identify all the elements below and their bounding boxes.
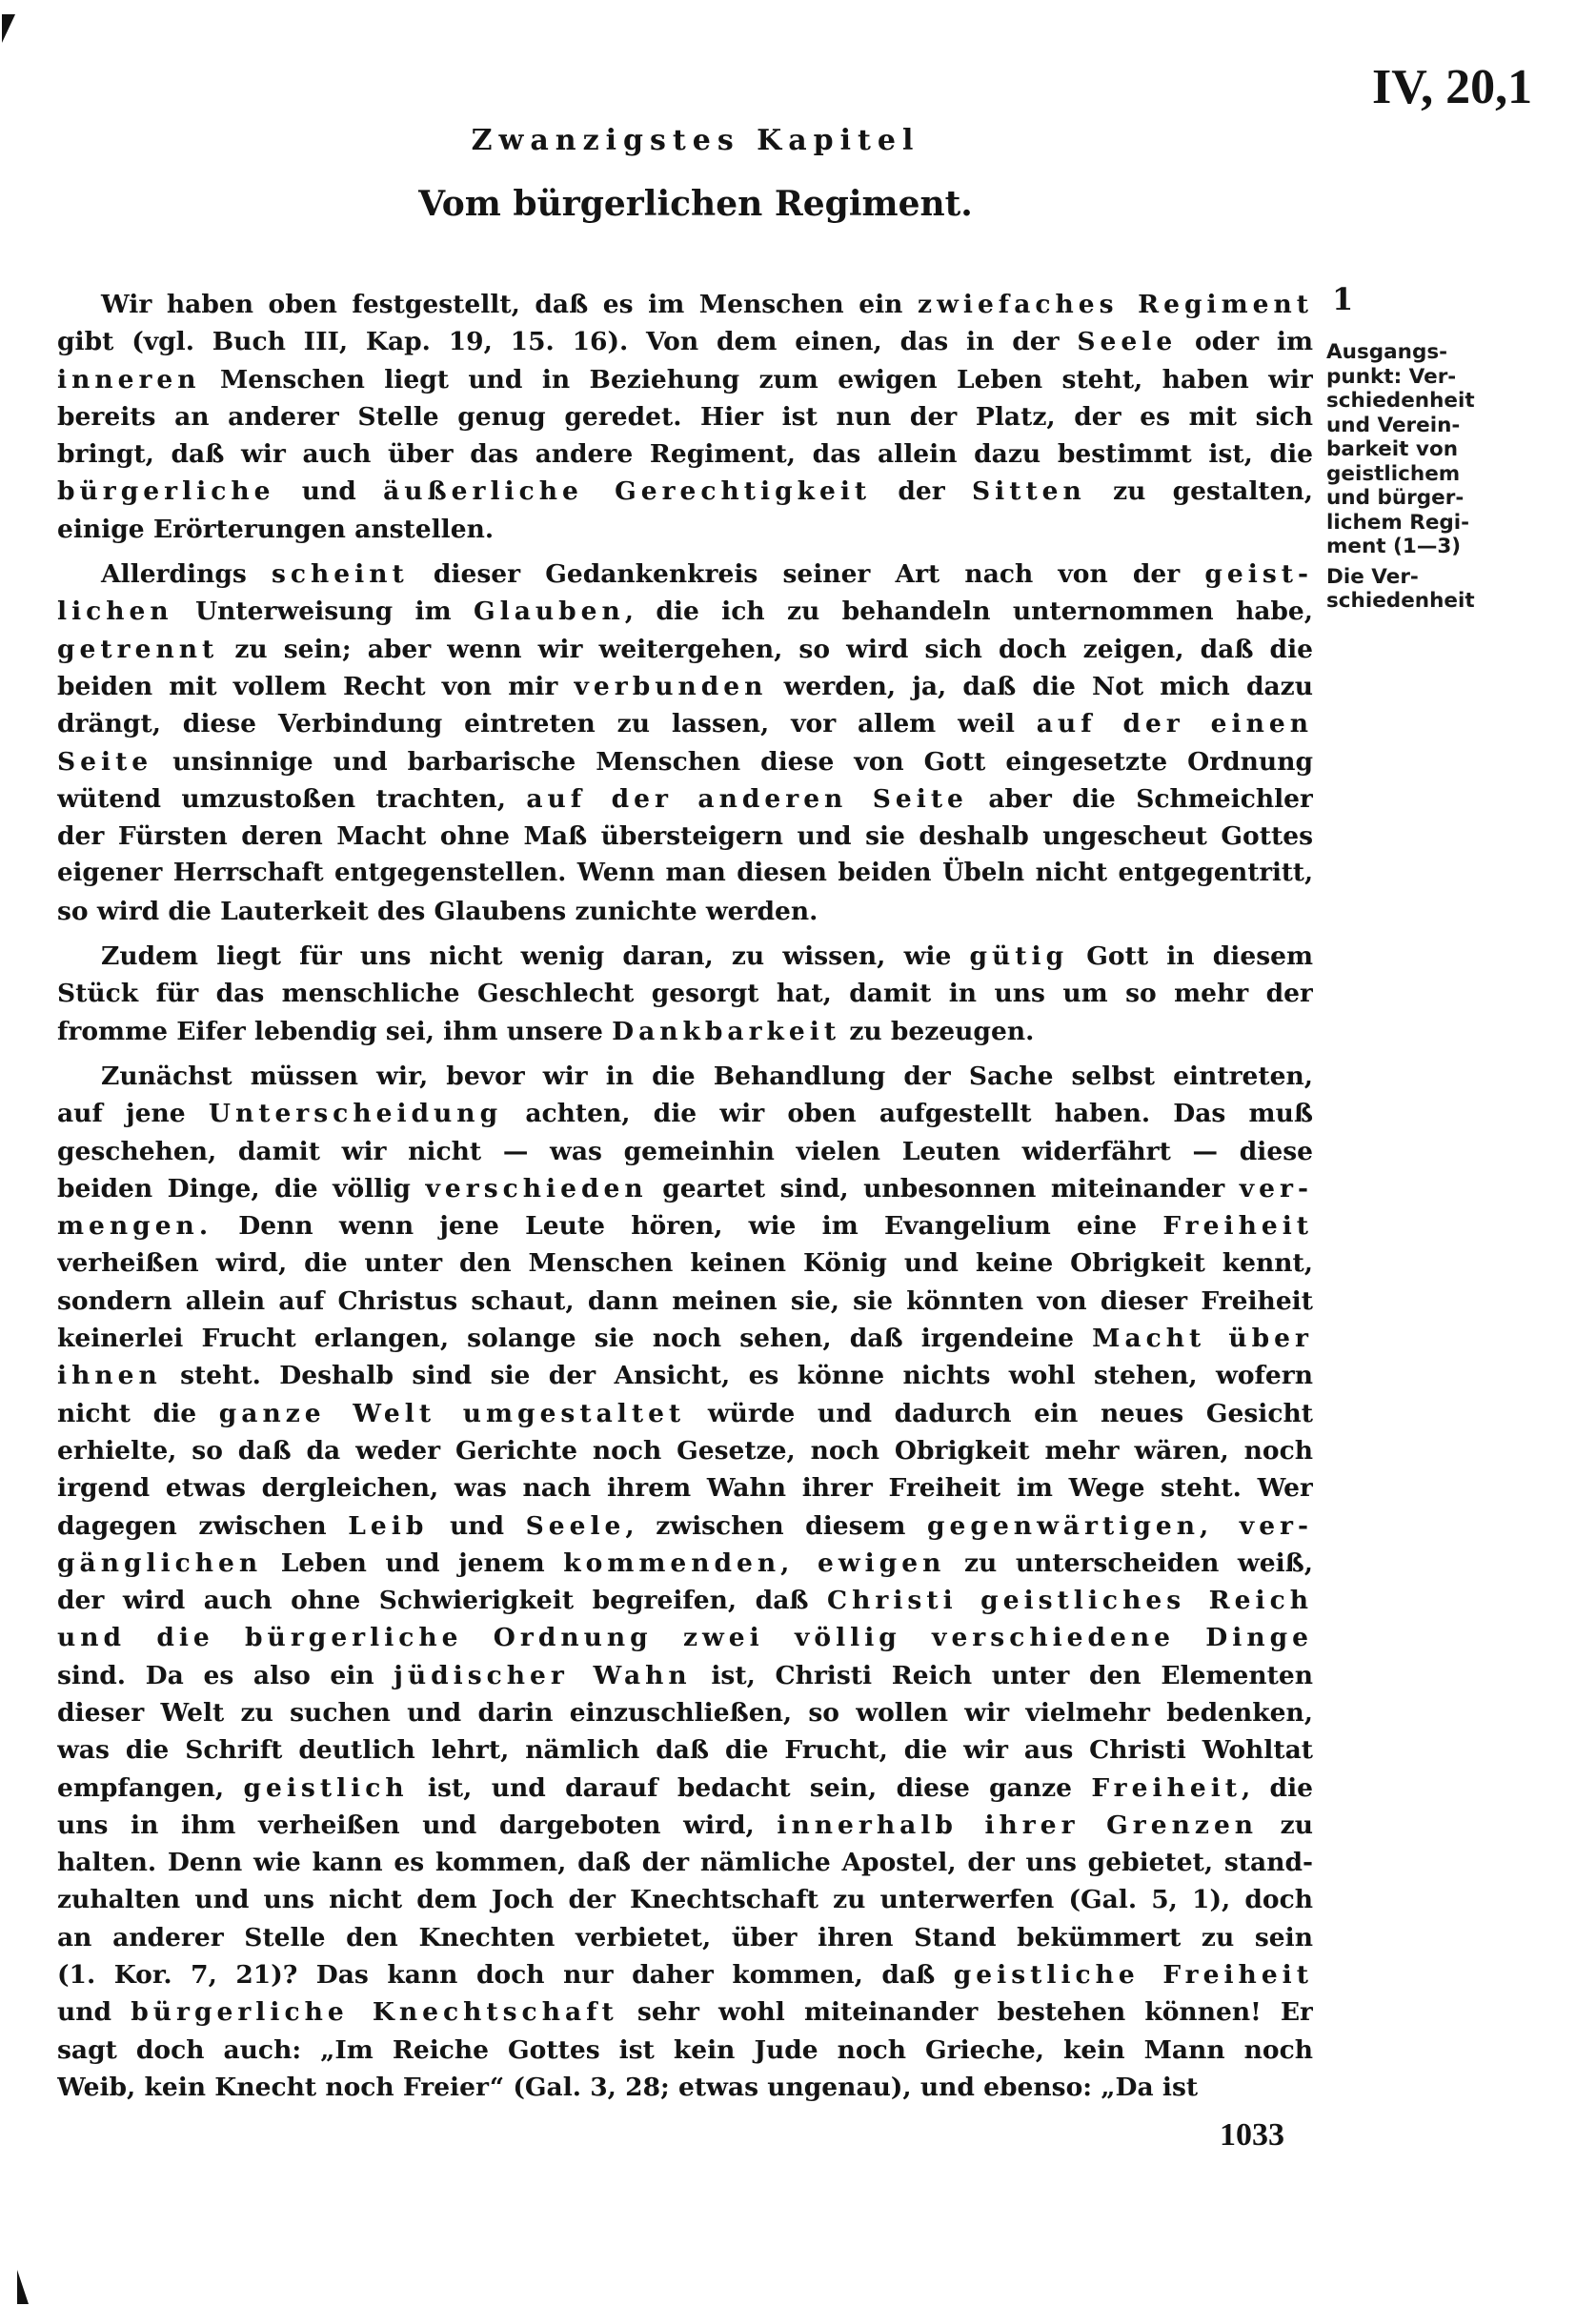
text-run: beiden mit vollem Recht von mir bbox=[57, 671, 575, 701]
margin-note-line: Die Ver- bbox=[1326, 564, 1419, 589]
text-run: an anderer Stelle den Knechten verbietet, über ihren Stand bekümmert zu sein bbox=[57, 1922, 1313, 1952]
text-line bbox=[57, 1545, 1313, 1582]
text-line bbox=[57, 1244, 1313, 1282]
emphasized-text: Leib bbox=[348, 1510, 429, 1541]
text-line bbox=[57, 893, 1313, 930]
scan-corner-mark-bottom bbox=[17, 2270, 29, 2304]
emphasized-text: Seele bbox=[1077, 327, 1178, 357]
paragraph bbox=[57, 286, 1313, 548]
text-run: aber die Schmeichler bbox=[967, 783, 1313, 814]
text-line bbox=[57, 361, 1313, 398]
text-line bbox=[57, 1582, 1313, 1619]
text-run: verheißen wird, die unter den Menschen keinen König und keine Obrigkeit kennt, bbox=[57, 1248, 1313, 1279]
emphasized-text: ganze Welt umgestaltet bbox=[218, 1398, 686, 1428]
emphasized-text: innerhalb ihrer Grenzen bbox=[777, 1810, 1259, 1840]
text-run: Stück für das menschliche Geschlecht gesorgt hat, damit in uns um so mehr der bbox=[57, 979, 1313, 1009]
text-run: zu unterscheiden weiß, bbox=[945, 1547, 1313, 1578]
text-run: zu sein; aber wenn wir weitergehen, so wird sich doch zeigen, daß die bbox=[218, 634, 1313, 664]
text-run: sondern allein auf Christus schaut, dann meinen sie, sie könnten von dieser Freiheit bbox=[57, 1285, 1313, 1316]
text-run: oder im bbox=[1177, 327, 1313, 357]
text-run: bringt, daß wir auch über das andere Regiment, das allein dazu bestimmt ist, die bbox=[57, 439, 1313, 470]
emphasized-text: Glauben bbox=[474, 597, 625, 627]
text-run: der bbox=[871, 476, 972, 507]
text-run: unsinnige und barbarische Menschen diese von Gott eingesetzte Ordnung bbox=[152, 746, 1313, 777]
chapter-title: Vom bürgerlichen Regiment. bbox=[418, 184, 973, 224]
emphasized-text: inneren bbox=[57, 364, 201, 394]
text-run: dagegen zwischen bbox=[57, 1510, 349, 1541]
emphasized-text: Christi geistliches Reich bbox=[827, 1586, 1313, 1616]
emphasized-text: verschieden bbox=[425, 1173, 648, 1204]
emphasized-text: Seite bbox=[57, 746, 153, 777]
text-line bbox=[57, 1694, 1313, 1731]
text-run: Gott in diesem bbox=[1068, 941, 1313, 972]
text-run: achten, die wir oben aufgestellt haben. Das muß bbox=[502, 1099, 1313, 1129]
text-line bbox=[57, 668, 1313, 705]
text-run: der wird auch ohne Schwierigkeit begreifen, daß bbox=[57, 1586, 828, 1616]
emphasized-text: gütig bbox=[969, 941, 1069, 972]
text-run: fromme Eifer lebendig sei, ihm unsere bbox=[57, 1016, 613, 1046]
text-line bbox=[57, 631, 1313, 668]
emphasized-text: Freiheit bbox=[1162, 1211, 1313, 1242]
text-line bbox=[57, 2069, 1313, 2106]
emphasized-text: ver- bbox=[1239, 1173, 1313, 1204]
text-line bbox=[57, 1881, 1313, 1918]
emphasized-text: mengen. bbox=[57, 1211, 213, 1242]
text-run: , die ich zu behandeln unternommen habe, bbox=[624, 597, 1313, 627]
emphasized-text: Freiheit bbox=[1091, 1772, 1242, 1803]
emphasized-text: bürgerliche bbox=[57, 476, 275, 507]
margin-note-line: punkt: Ver- bbox=[1326, 364, 1457, 389]
emphasized-text: ihnen bbox=[57, 1361, 162, 1391]
page-number: 1033 bbox=[1220, 2117, 1284, 2153]
text-run: sehr wohl miteinander bestehen können! Er bbox=[617, 1997, 1313, 2028]
margin-section-number: 1 bbox=[1332, 281, 1354, 317]
text-run: ist, und darauf bedacht sein, diese ganze bbox=[408, 1772, 1092, 1803]
text-line bbox=[57, 855, 1313, 892]
margin-note-line: schiedenheit bbox=[1326, 389, 1475, 413]
running-head-reference: IV, 20,1 bbox=[1372, 60, 1533, 114]
text-run: nicht die bbox=[57, 1398, 219, 1428]
text-run: zu bezeugen. bbox=[840, 1016, 1035, 1046]
text-line bbox=[57, 1320, 1313, 1357]
text-run: drängt, diese Verbindung eintreten zu lassen, vor allem weil bbox=[57, 709, 1037, 739]
emphasized-text: geistliche Freiheit bbox=[953, 1960, 1313, 1991]
text-run: , zwischen diesem bbox=[625, 1510, 928, 1541]
text-line bbox=[57, 323, 1313, 360]
text-run: sind. Da es also ein bbox=[57, 1660, 394, 1690]
margin-note-line: Ausgangs- bbox=[1326, 340, 1448, 364]
text-line bbox=[57, 1207, 1313, 1244]
text-run: halten. Denn wie kann es kommen, daß der nämliche Apostel, der uns gebietet, stand- bbox=[57, 1848, 1313, 1878]
margin-note-line: schiedenheit bbox=[1326, 589, 1475, 613]
emphasized-text: Macht über bbox=[1092, 1324, 1313, 1354]
text-run: steht. Deshalb sind sie der Ansicht, es könne nichts wohl stehen, wofern bbox=[161, 1361, 1313, 1391]
text-line bbox=[57, 1395, 1313, 1432]
text-line bbox=[57, 556, 1313, 593]
emphasized-text: verbunden bbox=[574, 671, 768, 701]
text-line bbox=[57, 1357, 1313, 1394]
text-run: Menschen liegt und in Beziehung zum ewigen Leben steht, haben wir bbox=[200, 364, 1313, 394]
text-run: so wird die Lauterkeit des Glaubens zunichte werden. bbox=[57, 896, 818, 926]
emphasized-text: geistlich bbox=[243, 1772, 409, 1803]
margin-note-line: und bürger- bbox=[1326, 486, 1465, 510]
margin-note bbox=[1326, 565, 1574, 614]
emphasized-text: jüdischer Wahn bbox=[394, 1660, 692, 1690]
emphasized-text: Dankbarkeit bbox=[612, 1016, 841, 1046]
text-run: sagt doch auch: „Im Reiche Gottes ist kein Jude noch Grieche, kein Mann noch bbox=[57, 2034, 1313, 2065]
margin-note-line: barkeit von bbox=[1326, 437, 1459, 461]
emphasized-text: gänglichen bbox=[57, 1547, 263, 1578]
margin-notes bbox=[1326, 340, 1574, 619]
text-line bbox=[57, 1619, 1313, 1656]
text-run: was die Schrift deutlich lehrt, nämlich daß die Frucht, die wir aus Christi Wohltat bbox=[57, 1735, 1313, 1766]
emphasized-text: getrennt bbox=[57, 634, 219, 664]
text-run: zu gestalten, bbox=[1085, 476, 1313, 507]
margin-note-line: geistlichem bbox=[1326, 461, 1461, 486]
text-line bbox=[57, 435, 1313, 473]
emphasized-text: auf der einen bbox=[1036, 709, 1313, 739]
text-run: Allerdings bbox=[101, 559, 272, 590]
emphasized-text: gegenwärtigen, ver- bbox=[927, 1510, 1313, 1541]
text-line bbox=[57, 818, 1313, 855]
emphasized-text: geist- bbox=[1204, 559, 1313, 590]
text-line bbox=[57, 1432, 1313, 1469]
text-line bbox=[57, 1058, 1313, 1095]
text-run: geschehen, damit wir nicht — was gemeinhin vielen Leuten widerfährt — diese bbox=[57, 1136, 1313, 1166]
text-run: erhielte, so daß da weder Gerichte noch Gesetze, noch Obrigkeit mehr wären, noch bbox=[57, 1435, 1313, 1466]
emphasized-text: Seele bbox=[525, 1510, 626, 1541]
text-run: Zudem liegt für uns nicht wenig daran, zu wissen, wie bbox=[101, 941, 970, 972]
text-line bbox=[57, 743, 1313, 780]
emphasized-text: lichen bbox=[57, 597, 173, 627]
margin-note-line: ment (1—3) bbox=[1326, 535, 1462, 558]
text-line bbox=[57, 2032, 1313, 2069]
text-line bbox=[57, 705, 1313, 742]
paragraph bbox=[57, 1058, 1313, 2106]
text-line bbox=[57, 1469, 1313, 1507]
text-run: , die bbox=[1242, 1772, 1313, 1803]
text-run: wütend umzustoßen trachten, bbox=[57, 783, 527, 814]
text-line bbox=[57, 593, 1313, 630]
text-line bbox=[57, 1844, 1313, 1881]
emphasized-text: und die bürgerliche Ordnung zwei völlig verschiedene Dinge bbox=[57, 1623, 1313, 1653]
emphasized-text: kommenden, ewigen bbox=[563, 1547, 946, 1578]
text-line bbox=[57, 1770, 1313, 1807]
text-run: eigener Herrschaft entgegenstellen. Wenn man diesen beiden Übeln nicht entgegentritt, bbox=[57, 859, 1313, 888]
text-run: und bbox=[274, 476, 384, 507]
emphasized-text: Unterscheidung bbox=[208, 1099, 503, 1129]
text-run: irgend etwas dergleichen, was nach ihrem Wahn ihrer Freiheit im Wege steht. Wer bbox=[57, 1473, 1313, 1504]
text-run: und bbox=[428, 1510, 526, 1541]
text-run: beiden Dinge, die völlig bbox=[57, 1173, 426, 1204]
text-run: zuhalten und uns nicht dem Joch der Knechtschaft zu unterwerfen (Gal. 5, 1), doch bbox=[57, 1885, 1313, 1915]
text-line bbox=[57, 780, 1313, 818]
text-line bbox=[57, 938, 1313, 975]
emphasized-text: scheint bbox=[271, 559, 409, 590]
scan-corner-mark-top bbox=[2, 14, 15, 43]
text-run: und bbox=[57, 1997, 131, 2028]
text-line bbox=[57, 1807, 1313, 1844]
text-line bbox=[57, 1170, 1313, 1207]
text-run: Leben und jenem bbox=[262, 1547, 564, 1578]
text-run: Unterweisung im bbox=[172, 597, 474, 627]
emphasized-text: bürgerliche Knechtschaft bbox=[131, 1997, 618, 2028]
text-run: Denn wenn jene Leute hören, wie im Evangelium eine bbox=[212, 1211, 1163, 1242]
text-line bbox=[57, 1993, 1313, 2031]
text-run: keinerlei Frucht erlangen, solange sie noch sehen, daß irgendeine bbox=[57, 1324, 1093, 1354]
body-text bbox=[57, 286, 1313, 2114]
text-run: Wir haben oben festgestellt, daß es im Menschen ein bbox=[101, 290, 919, 319]
text-line bbox=[57, 473, 1313, 510]
text-run: Zunächst müssen wir, bevor wir in die Behandlung der Sache selbst eintreten, bbox=[101, 1061, 1313, 1091]
paragraph bbox=[57, 938, 1313, 1050]
text-line bbox=[57, 1919, 1313, 1956]
emphasized-text: auf der anderen Seite bbox=[526, 783, 968, 814]
text-run: Weib, kein Knecht noch Freier“ (Gal. 3, 28; etwas ungenau), und ebenso: „Da ist bbox=[57, 2072, 1199, 2102]
text-run: einige Erörterungen anstellen. bbox=[57, 514, 495, 544]
text-run: geartet sind, unbesonnen miteinander bbox=[647, 1173, 1240, 1204]
text-run: zu bbox=[1258, 1810, 1313, 1840]
margin-note bbox=[1326, 340, 1574, 559]
text-line bbox=[57, 1013, 1313, 1050]
margin-note-line: und Verein- bbox=[1326, 413, 1461, 437]
text-line bbox=[57, 1731, 1313, 1769]
text-line bbox=[57, 1507, 1313, 1545]
text-run: dieser Gedankenkreis seiner Art nach von der bbox=[408, 559, 1205, 590]
text-line bbox=[57, 286, 1313, 323]
text-line bbox=[57, 1133, 1313, 1170]
margin-note-line: lichem Regi- bbox=[1326, 510, 1470, 535]
text-line bbox=[57, 398, 1313, 435]
text-run: gibt (vgl. Buch III, Kap. 19, 15. 16). Von dem einen, das in der bbox=[57, 327, 1078, 357]
text-line bbox=[57, 1657, 1313, 1694]
text-run: dieser Welt zu suchen und darin einzuschließen, so wollen wir vielmehr bedenken, bbox=[57, 1697, 1313, 1728]
text-run: auf jene bbox=[57, 1099, 209, 1129]
text-run: würde und dadurch ein neues Gesicht bbox=[685, 1398, 1313, 1428]
text-line bbox=[57, 975, 1313, 1012]
paragraph bbox=[57, 556, 1313, 930]
text-line bbox=[57, 1095, 1313, 1132]
text-run: bereits an anderer Stelle genug geredet. Hier ist nun der Platz, der es mit sich bbox=[57, 401, 1313, 432]
text-line bbox=[57, 1956, 1313, 1993]
text-run: uns in ihm verheißen und dargeboten wird, bbox=[57, 1810, 778, 1840]
emphasized-text: äußerliche Gerechtigkeit bbox=[383, 476, 872, 507]
text-run: werden, ja, daß die Not mich dazu bbox=[767, 671, 1313, 701]
text-line bbox=[57, 1283, 1313, 1320]
emphasized-text: zwiefaches Regiment bbox=[918, 290, 1313, 319]
text-run: der Fürsten deren Macht ohne Maß übersteigern und sie deshalb ungescheut Gottes bbox=[57, 821, 1313, 852]
emphasized-text: Sitten bbox=[972, 476, 1086, 507]
text-run: ist, Christi Reich unter den Elementen bbox=[691, 1660, 1313, 1690]
text-line bbox=[57, 511, 1313, 548]
text-run: (1. Kor. 7, 21)? Das kann doch nur daher kommen, daß bbox=[57, 1960, 954, 1991]
chapter-label: Zwanzigstes Kapitel bbox=[471, 124, 920, 157]
text-run: empfangen, bbox=[57, 1772, 244, 1803]
